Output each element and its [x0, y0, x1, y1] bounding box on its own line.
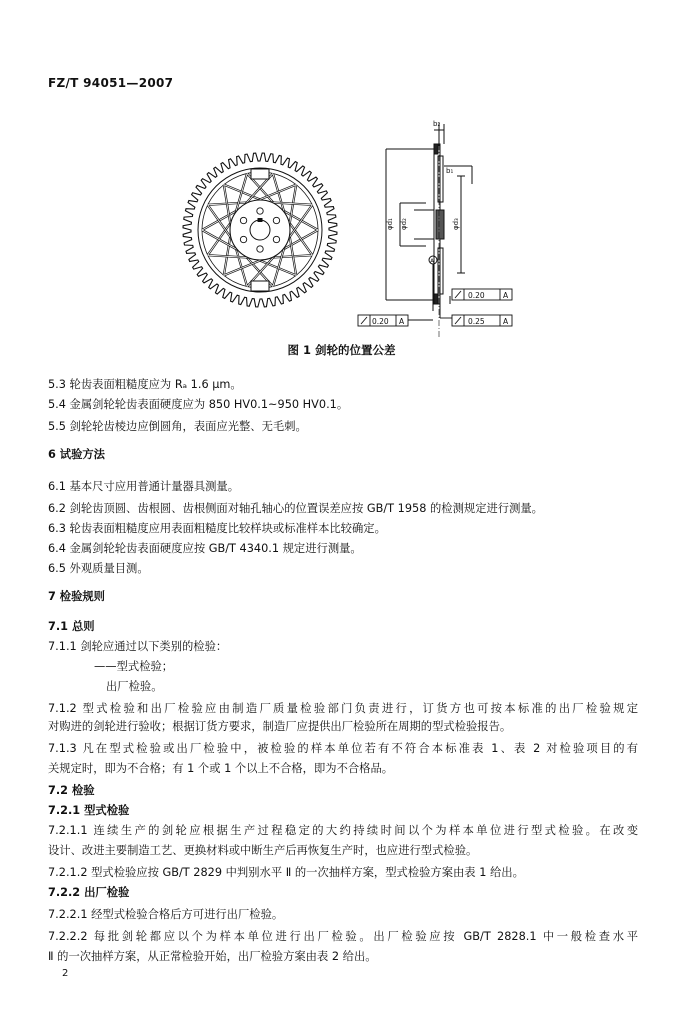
- datum-label: A: [430, 258, 435, 265]
- tol-ref-1: A: [503, 291, 509, 300]
- text-line: 6.2 剑轮齿顶圆、齿根圆、齿根侧面对轴孔轴心的位置误差应按 GB/T 1958 的检测规定进行测量。: [48, 502, 543, 515]
- text-line: ——型式检验；: [94, 660, 174, 673]
- tol-value-1: 0.20: [468, 291, 485, 300]
- text-line: 5.5 剑轮轮齿棱边应倒圆角，表面应光整、无毛刺。: [48, 420, 307, 433]
- text-line: Ⅱ 的一次抽样方案，从正常检验开始，出厂检验方案由表 2 给出。: [48, 950, 377, 963]
- text-line: 6 试验方法: [48, 448, 105, 461]
- text-line: 对购进的剑轮进行验收；根据订货方要求，制造厂应提供出厂检验所在周期的型式检验报告。: [48, 720, 512, 733]
- dim-d3: φd₃: [452, 218, 460, 230]
- text-line: 7.2.1.2 型式检验应按 GB/T 2829 中判别水平 Ⅱ 的一次抽样方案，型式检验方案由表 1 给出。: [48, 866, 524, 879]
- text-line: 6.4 金属剑轮轮齿表面硬度应按 GB/T 4340.1 规定进行测量。: [48, 542, 362, 555]
- text-line: 出厂检验。: [106, 680, 163, 693]
- text-line: 7 检验规则: [48, 590, 105, 603]
- text-line: 7.2.1 型式检验: [48, 804, 130, 817]
- text-line: 设计、改进主要制造工艺、更换材料或中断生产后再恢复生产时，也应进行型式检验。: [48, 844, 478, 857]
- text-line: 7.2 检验: [48, 784, 95, 797]
- page-number: 2: [62, 968, 69, 979]
- text-line: 7.1.1 剑轮应通过以下类别的检验：: [48, 640, 228, 653]
- tol-ref-2: A: [399, 317, 405, 326]
- text-line: 7.2.2.1 经型式检验合格后方可进行出厂检验。: [48, 908, 284, 921]
- text-line: 5.4 金属剑轮轮齿表面硬度应为 850 HV0.1~950 HV0.1。: [48, 398, 349, 411]
- text-line: 7.1.2 型式检验和出厂检验应由制造厂质量检验部门负责进行，订货方也可按本标准的出厂检验规定: [48, 702, 638, 715]
- text-line: 5.3 轮齿表面粗糙度应为 Rₐ 1.6 μm。: [48, 378, 242, 391]
- tolerance-frame-left-bottom: [358, 315, 433, 326]
- tol-value-2: 0.20: [372, 317, 389, 326]
- tol-value-3: 0.25: [468, 317, 485, 326]
- tolerance-frame-right-bottom: [440, 315, 512, 326]
- figure-caption: 图 1 剑轮的位置公差: [287, 343, 396, 357]
- tolerance-frame-right-top: [452, 289, 512, 300]
- dim-b2: b₂: [433, 120, 441, 128]
- figure-1: [150, 118, 550, 340]
- text-line: 7.2.2 出厂检验: [48, 886, 130, 899]
- text-line: 6.3 轮齿表面粗糙度应用表面粗糙度比较样块或标准样本比较确定。: [48, 522, 386, 535]
- sword-wheel-front-view: [183, 153, 337, 307]
- text-line: 关规定时，即为不合格；有 1 个或 1 个以上不合格，即为不合格品。: [48, 762, 394, 775]
- text-line: 7.1 总则: [48, 620, 95, 633]
- tol-ref-3: A: [503, 317, 509, 326]
- dim-d1: φd₁: [386, 218, 394, 230]
- dim-d2: φd₂: [400, 218, 408, 230]
- text-line: 6.1 基本尺寸应用普通计量器具测量。: [48, 480, 240, 493]
- text-line: 7.2.1.1 连续生产的剑轮应根据生产过程稳定的大约持续时间以个为样本单位进行型式检验。在改变: [48, 824, 638, 837]
- standard-code: FZ/T 94051—2007: [48, 76, 174, 90]
- figure-drawing: [150, 118, 550, 340]
- text-line: 7.2.2.2 每批剑轮都应以个为样本单位进行出厂检验。出厂检验应按 GB/T 2828.1 中一般检查水平: [48, 930, 638, 943]
- text-line: 6.5 外观质量目测。: [48, 562, 149, 575]
- text-line: 7.1.3 凡在型式检验或出厂检验中，被检验的样本单位若有不符合本标准表 1、表 2 对检验项目的有: [48, 742, 638, 755]
- dim-b1: b₁: [446, 167, 454, 175]
